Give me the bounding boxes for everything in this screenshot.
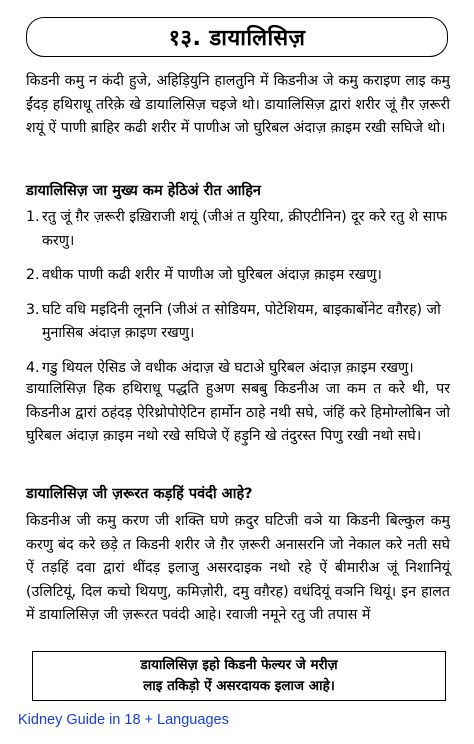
list-item: 1. रतु जूं ग़ैर ज़रूरी इख़िराजी शयूं (जीअं त युरिया, क्रीएटीनिन) दूर करे रतु शे साफ करणु।	[26, 209, 447, 249]
highlight-note-box	[32, 651, 446, 701]
functions-list	[26, 206, 450, 392]
functions-heading: डायालिसिज़ जा मुख्य कम हेठिअं रीत आहिन	[26, 183, 261, 199]
need-paragraph: किडनीअ जी कमु करण जी शक्ति घणे क़दुर घटिजी वञे या किडनी बिल्कुल कमु करणु बंद करे छड़े त किडनी शरीर जे ग़ैर ज़रूरी अनासरनि जो नेकाल करे नती सघे ऐं तड़हिं दवा द्वारां थींदड़ इलाजु असरदाइक नथो रहे ऐं बीमारीअ जूं निशानियूं (उलिटियूं, दिल कचो थियणु, कमिज़ोरी, दमु वग़ैरह) वधंदियूं वञनि थियूं। इन हालत में डायालिसिज़ जी ज़रूरत पवंदी आहे। रवाजी नमूने रतु जी तपास में	[26, 513, 450, 624]
need-heading: डायालिसिज़ जी ज़रूरत कड़हिं पवंदी आहे?	[26, 486, 253, 502]
list-item: 2. वधीक पाणी कढी शरीर में पाणीअ जो घुरिबल अंदाज़ क़ाइम रखणु।	[26, 267, 382, 284]
note-line-2: लाइ तकिड़ो ऐं असरदायक इलाज आहे।	[143, 678, 335, 694]
note-line-1: डायालिसिज़ इहो किडनी फेल्यर जे मरीज़	[140, 657, 338, 673]
limitation-paragraph: डायालिसिज़ हिक हथिराधू पद्धति हुअण सबबु किडनीअ जा कम त करे थी, पर किडनीअ द्वारां ठहंदड़ ऐरिथ्रोपोऐटिन हार्मोन ठाहे नथी सघे, जंहिं करे हिमोग्लोबिन जो घुरिबल अंदाज़ क़ाइम नथो रखे सघिजे ऐं हड़ुनि खे तंदुरस्त पिणु रखी नथो सघे।	[26, 381, 450, 445]
intro-paragraph: किडनी कमु न कंदी हुजे, अहिड़ियुनि हालतुनि में किडनीअ जे कमु कराइण लाइ कमु ईंदड़ हथिराधू तरिक़े खे डायालिसिज़ चइजे थो। डायालिसिज़ द्वारां शरीर जूं ग़ैर ज़रूरी शयूं ऐं पाणी ब़ाहिर कढी शरीर में पाणीअ जो घुरिबल अंदाज़ क़ाइम रखी सघिजे थो।	[26, 73, 450, 137]
chapter-title-text: १३. डायालिसिज़	[168, 26, 306, 51]
list-item: 3. घटि वधि मइदिनी लूननि (जीअं त सोडियम, पोटेशियम, बाइकार्बोनेट वग़ैरह) जो मुनासिब अंदाज़ क़ाइण रखणु।	[26, 301, 441, 342]
chapter-title	[26, 17, 448, 57]
list-item: 4. गडु थियल ऐसिड जे वधीक अंदाज़ खे घटाअे घुरिबल अंदाज़ क़ाइम रखणु।	[26, 359, 414, 376]
footer-link[interactable]: Kidney Guide in 18 + Languages	[18, 712, 229, 728]
